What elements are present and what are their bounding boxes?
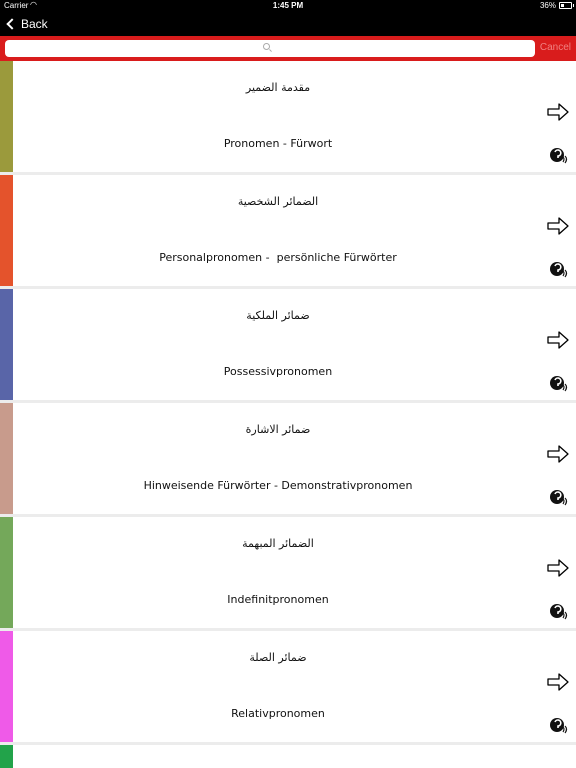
list-item[interactable]: [0, 745, 576, 768]
chevron-left-icon: [6, 18, 17, 29]
search-input[interactable]: [25, 40, 525, 57]
back-label: Back: [21, 17, 48, 31]
arrow-right-icon[interactable]: [546, 101, 570, 123]
color-bar: [0, 631, 13, 742]
speaker-icon[interactable]: [548, 601, 570, 621]
color-bar: [0, 745, 13, 768]
back-button[interactable]: [4, 15, 48, 33]
arrow-right-icon[interactable]: [546, 443, 570, 465]
german-title: Indefinitpronomen: [227, 593, 329, 606]
arrow-right-icon[interactable]: [546, 671, 570, 693]
search-field[interactable]: [5, 40, 535, 57]
color-bar: [0, 61, 13, 172]
topic-list: [0, 61, 576, 768]
list-item[interactable]: [0, 289, 576, 400]
cancel-button[interactable]: Cancel: [539, 42, 571, 53]
list-item[interactable]: [0, 175, 576, 286]
speaker-icon[interactable]: [548, 373, 570, 393]
german-title: Personalpronomen - persönliche Fürwörter: [159, 251, 397, 264]
list-item[interactable]: [0, 403, 576, 514]
color-bar: [0, 403, 13, 514]
speaker-icon[interactable]: [548, 487, 570, 507]
color-bar: [0, 517, 13, 628]
status-bar: [0, 0, 576, 12]
list-item[interactable]: [0, 631, 576, 742]
arabic-title: ضمائر الملكية: [246, 309, 310, 322]
arabic-title: ضمائر الصلة: [249, 651, 307, 664]
battery-icon: [559, 2, 572, 9]
list-item[interactable]: [0, 61, 576, 172]
speaker-icon[interactable]: [548, 715, 570, 735]
search-bar: [0, 36, 576, 61]
speaker-icon[interactable]: [548, 145, 570, 165]
german-title: Hinweisende Fürwörter - Demonstrativpronomen: [143, 479, 413, 492]
navigation-bar: [0, 12, 576, 36]
arabic-title: ضمائر الاشارة: [245, 423, 311, 436]
battery-percent: 36%: [539, 1, 556, 10]
arrow-right-icon[interactable]: [546, 557, 570, 579]
color-bar: [0, 175, 13, 286]
list-item[interactable]: [0, 517, 576, 628]
arrow-right-icon[interactable]: [546, 329, 570, 351]
german-title: Pronomen - Fürwort: [223, 137, 333, 150]
arabic-title: مقدمة الضمير: [245, 81, 311, 94]
clock: 1:45 PM: [272, 1, 304, 10]
arrow-right-icon[interactable]: [546, 215, 570, 237]
arabic-title: الضمائر الشخصية: [237, 195, 319, 208]
german-title: Relativpronomen: [231, 707, 325, 720]
arabic-title: الضمائر المبهمة: [242, 537, 314, 550]
speaker-icon[interactable]: [548, 259, 570, 279]
wifi-icon: ◠: [30, 0, 37, 9]
color-bar: [0, 289, 13, 400]
carrier-label: Carrier: [4, 1, 29, 10]
german-title: Possessivpronomen: [223, 365, 333, 378]
